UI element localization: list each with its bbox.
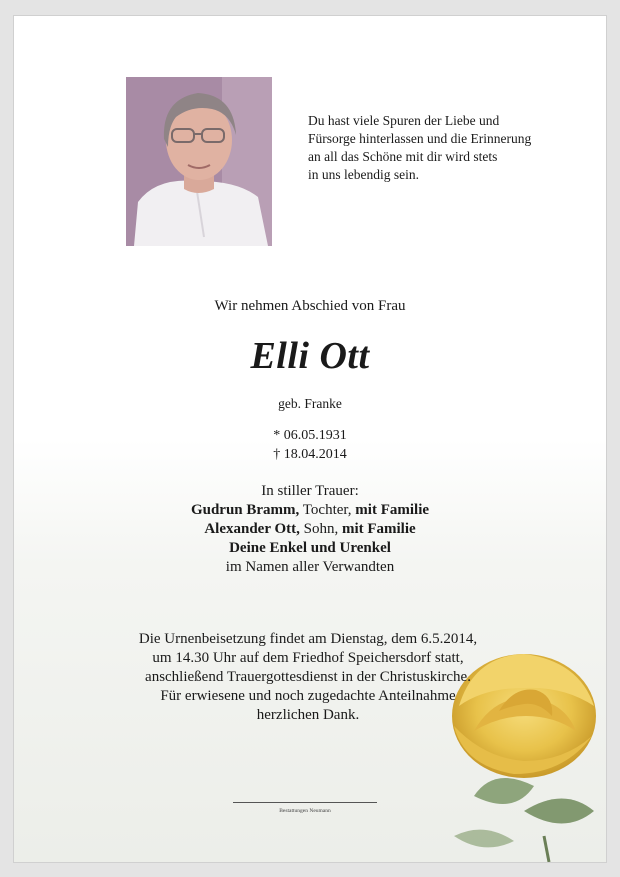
maiden-name: geb. Franke (278, 396, 342, 411)
obituary-card (14, 16, 606, 862)
signature-line (233, 802, 377, 803)
poem-line: in uns lebendig sein. (308, 167, 419, 182)
farewell-line: Wir nehmen Abschied von Frau (214, 298, 406, 314)
deceased-name: Elli Ott (250, 335, 370, 377)
mourners-intro: In stiller Trauer: (261, 483, 359, 499)
poem-line: Fürsorge hinterlassen und die Erinnerung (308, 131, 532, 146)
announcement-line: herzlichen Dank. (256, 707, 360, 723)
announcement-line: um 14.30 Uhr auf dem Friedhof Speichersdorf statt, (152, 650, 464, 666)
funeral-announcement (14, 630, 602, 725)
mourner-line: Gudrun Bramm, Tochter, mit Familie (190, 502, 430, 518)
mourner-line: im Namen aller Verwandten (225, 559, 395, 575)
memorial-poem (308, 112, 531, 184)
mourner-line: Alexander Ott, Sohn, mit Familie (204, 521, 416, 537)
mourner-line: Deine Enkel und Urenkel (229, 540, 391, 556)
announcement-line: anschließend Trauergottesdienst in der Christuskirche. (145, 669, 471, 685)
announcement-line: Für erwiesene und noch zugedachte Anteilnahme (160, 688, 456, 704)
announcement-line: Die Urnenbeisetzung findet am Dienstag, dem 6.5.2014, (138, 631, 478, 647)
portrait-photo (126, 77, 272, 246)
poem-line: Du hast viele Spuren der Liebe und (308, 113, 500, 128)
poem-line: an all das Schöne mit dir wird stets (308, 149, 498, 164)
undertaker-name: Bestattungen Neumann (279, 808, 331, 814)
mourners-block (14, 482, 606, 577)
birth-date: * 06.05.1931 (273, 428, 347, 443)
death-date: † 18.04.2014 (273, 447, 347, 462)
